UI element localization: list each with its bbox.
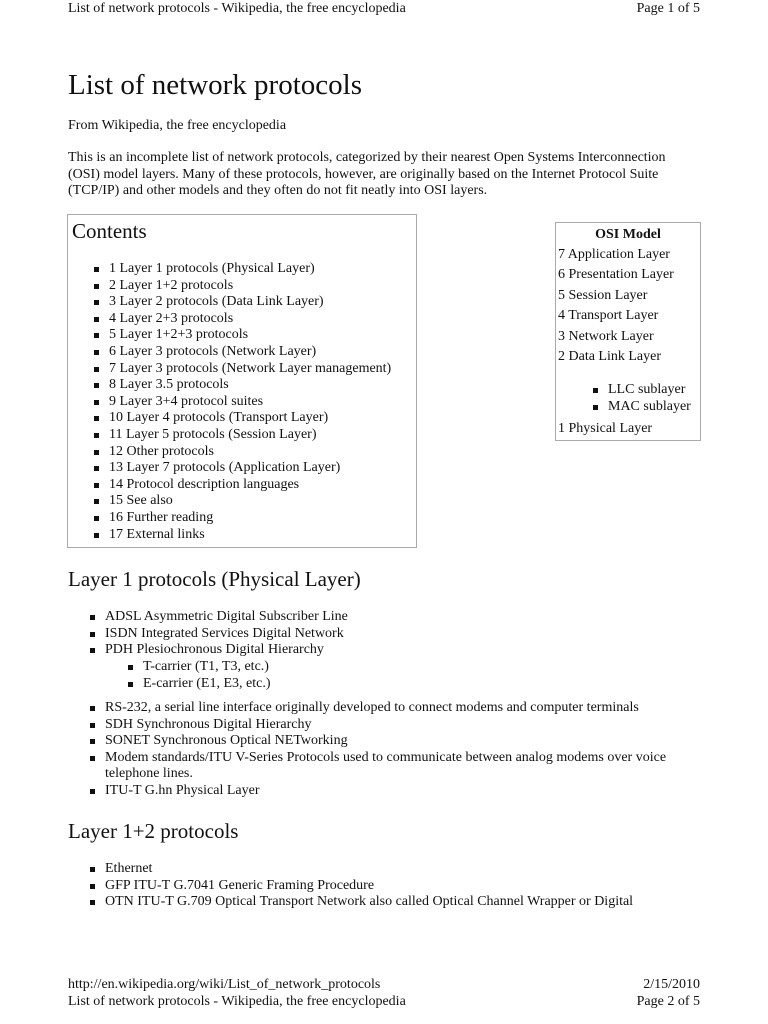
toc-item[interactable]: 10 Layer 4 protocols (Transport Layer): [93, 410, 391, 427]
toc-list: [93, 261, 391, 543]
layer1-sublist: [127, 659, 270, 692]
print-header-title: List of network protocols - Wikipedia, the free encyclopedia: [68, 1, 406, 16]
layer1-list-continued: [89, 700, 689, 800]
layer12-list: [89, 861, 709, 911]
toc-item[interactable]: 4 Layer 2+3 protocols: [93, 311, 391, 328]
toc-item[interactable]: 5 Layer 1+2+3 protocols: [93, 327, 391, 344]
toc-item[interactable]: 11 Layer 5 protocols (Session Layer): [93, 427, 391, 444]
list-item[interactable]: OTN ITU-T G.709 Optical Transport Network also called Optical Channel Wrapper or Digital: [89, 894, 709, 911]
list-item[interactable]: Ethernet: [89, 861, 709, 878]
intro-paragraph: This is an incomplete list of network protocols, categorized by their nearest Open Systems Interconnection (OSI) model layers. Many of these protocols, however, are originally based on the Internet Protocol Suite (TCP/IP) and other models and they often do not fit neatly into OSI layers.: [68, 150, 666, 198]
osi-layer[interactable]: 7 Application Layer: [558, 247, 670, 262]
print-header-page: Page 1 of 5: [636, 1, 700, 16]
list-item[interactable]: GFP ITU-T G.7041 Generic Framing Procedure: [89, 878, 709, 895]
list-item[interactable]: RS-232, a serial line interface originally developed to connect modems and computer terminals: [89, 700, 689, 717]
toc-item[interactable]: 17 External links: [93, 527, 391, 544]
section-heading-layer12: Layer 1+2 protocols: [68, 819, 239, 843]
toc-item[interactable]: 3 Layer 2 protocols (Data Link Layer): [93, 294, 391, 311]
osi-sublayer[interactable]: LLC sublayer: [592, 382, 691, 399]
table-of-contents: [67, 214, 417, 548]
list-item[interactable]: ITU-T G.hn Physical Layer: [89, 783, 689, 800]
osi-layer[interactable]: 4 Transport Layer: [558, 308, 659, 324]
toc-item[interactable]: 1 Layer 1 protocols (Physical Layer): [93, 261, 391, 278]
toc-item[interactable]: 8 Layer 3.5 protocols: [93, 377, 391, 394]
toc-item[interactable]: 7 Layer 3 protocols (Network Layer management): [93, 361, 391, 378]
osi-sublayer[interactable]: MAC sublayer: [592, 399, 691, 416]
osi-sublayer-list: [592, 382, 691, 415]
osi-physical-layer[interactable]: 1 Physical Layer: [558, 421, 653, 436]
page-title: List of network protocols: [68, 69, 362, 101]
osi-layer[interactable]: 5 Session Layer: [558, 287, 648, 303]
tagline: From Wikipedia, the free encyclopedia: [68, 118, 287, 133]
list-item[interactable]: SONET Synchronous Optical NETworking: [89, 733, 689, 750]
list-item[interactable]: PDH Plesiochronous Digital Hierarchy: [89, 642, 709, 659]
sub-list-item[interactable]: T-carrier (T1, T3, etc.): [127, 659, 270, 676]
toc-item[interactable]: 13 Layer 7 protocols (Application Layer): [93, 460, 391, 477]
print-footer-date: 2/15/2010: [643, 977, 700, 992]
print-footer-url: http://en.wikipedia.org/wiki/List_of_network_protocols: [68, 977, 381, 992]
toc-item[interactable]: 6 Layer 3 protocols (Network Layer): [93, 344, 391, 361]
osi-layer[interactable]: 2 Data Link Layer: [558, 349, 662, 365]
print-footer-title: List of network protocols - Wikipedia, the free encyclopedia: [68, 994, 406, 1009]
list-item[interactable]: Modem standards/ITU V-Series Protocols used to communicate between analog modems over voice telephone lines.: [89, 750, 689, 783]
sub-list-item[interactable]: E-carrier (E1, E3, etc.): [127, 676, 270, 693]
toc-item[interactable]: 14 Protocol description languages: [93, 477, 391, 494]
osi-layer[interactable]: 6 Presentation Layer: [558, 267, 674, 283]
toc-title: Contents: [72, 219, 147, 243]
toc-item[interactable]: 16 Further reading: [93, 510, 391, 527]
toc-item[interactable]: 15 See also: [93, 493, 391, 510]
toc-item[interactable]: 9 Layer 3+4 protocol suites: [93, 394, 391, 411]
section-heading-layer1: Layer 1 protocols (Physical Layer): [68, 567, 361, 591]
list-item[interactable]: SDH Synchronous Digital Hierarchy: [89, 717, 689, 734]
list-item[interactable]: ISDN Integrated Services Digital Network: [89, 626, 709, 643]
toc-item[interactable]: 2 Layer 1+2 protocols: [93, 278, 391, 295]
osi-model-box: [555, 222, 701, 441]
list-item[interactable]: ADSL Asymmetric Digital Subscriber Line: [89, 609, 709, 626]
toc-item[interactable]: 12 Other protocols: [93, 444, 391, 461]
osi-layer[interactable]: 3 Network Layer: [558, 328, 654, 344]
layer1-list: [89, 609, 709, 659]
osi-layer-list: [556, 245, 674, 367]
osi-title: OSI Model: [595, 227, 661, 242]
print-footer-page: Page 2 of 5: [636, 994, 700, 1009]
